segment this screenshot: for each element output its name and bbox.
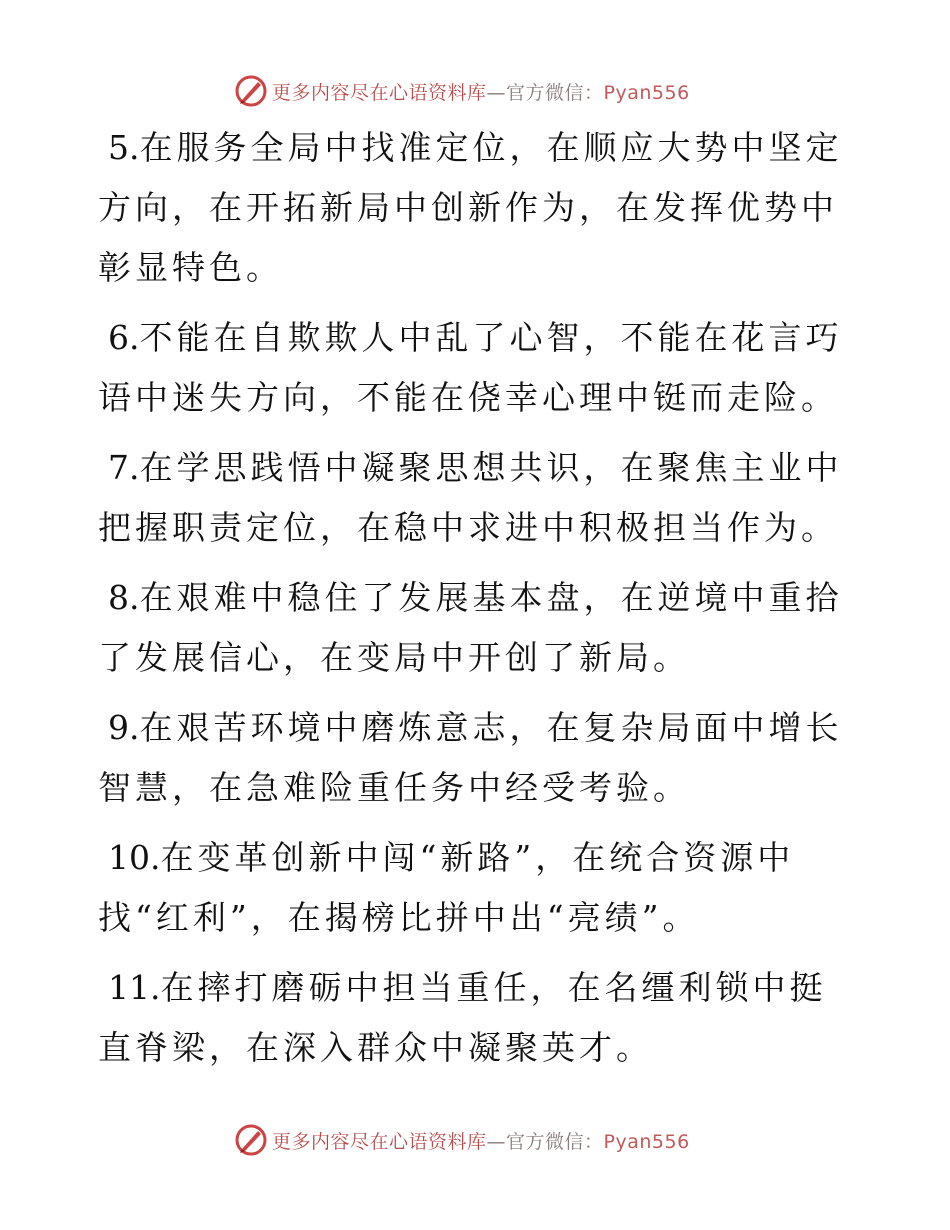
- item-list: [98, 118, 858, 1088]
- item-number: 7.: [108, 448, 140, 487]
- item-number: 8.: [108, 578, 140, 617]
- item-text: 在变革创新中闯“新路”，在统合资源中找“红利”，在揭榜比拼中出“亮绩”。: [98, 838, 795, 937]
- item-text: 在艰苦环境中磨炼意志，在复杂局面中增长智慧，在急难险重任务中经受考验。: [98, 708, 843, 807]
- pen-logo-icon: [234, 1123, 268, 1157]
- list-item: [98, 828, 858, 948]
- watermark-banner-top: [234, 71, 690, 111]
- item-number: 11.: [108, 968, 161, 1007]
- item-number: 9.: [108, 708, 140, 747]
- pen-logo-icon: [234, 74, 268, 108]
- list-item: [98, 568, 858, 688]
- item-text: 在学思践悟中凝聚思想共识，在聚焦主业中把握职责定位，在稳中求进中积极担当作为。: [98, 448, 843, 547]
- watermark-text: 更多内容尽在心语资料库—官方微信：Pyan556: [272, 81, 690, 104]
- item-text: 在艰难中稳住了发展基本盘，在逆境中重拾了发展信心，在变局中开创了新局。: [98, 578, 843, 677]
- item-number: 10.: [108, 838, 161, 877]
- watermark-text: 更多内容尽在心语资料库—官方微信：Pyan556: [272, 1130, 690, 1153]
- item-number: 5.: [108, 128, 140, 167]
- item-text: 不能在自欺欺人中乱了心智，不能在花言巧语中迷失方向，不能在侥幸心理中铤而走险。: [98, 318, 843, 417]
- list-item: [98, 308, 858, 428]
- item-text: 在服务全局中找准定位，在顺应大势中坚定方向，在开拓新局中创新作为，在发挥优势中彰显特色。: [98, 128, 843, 287]
- list-item: [98, 698, 858, 818]
- item-text: 在摔打磨砺中担当重任，在名缰利锁中挺直脊梁，在深入群众中凝聚英才。: [98, 968, 827, 1067]
- item-number: 6.: [108, 318, 140, 357]
- list-item: [98, 118, 858, 298]
- list-item: [98, 958, 858, 1078]
- list-item: [98, 438, 858, 558]
- watermark-banner-bottom: [234, 1120, 690, 1160]
